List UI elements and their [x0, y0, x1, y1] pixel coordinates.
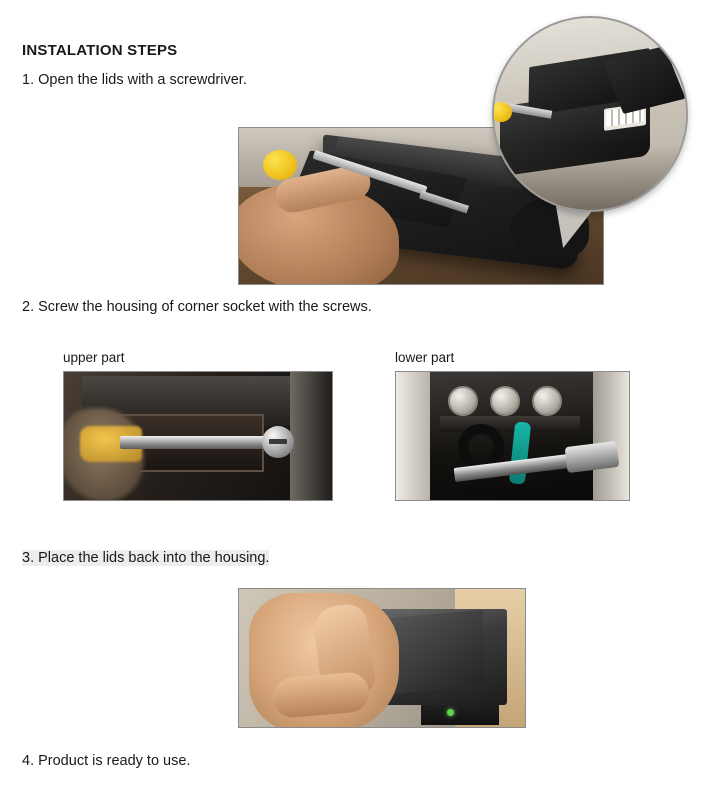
zoom-shadow — [494, 145, 686, 210]
photo-place-lid-back — [238, 588, 526, 728]
step-2-text: 2. Screw the housing of corner socket with the screws. — [22, 299, 372, 315]
zoom-callout-lid-detail — [492, 16, 688, 212]
fig2a-screwdriver-shaft — [120, 436, 280, 449]
caption-upper-part: upper part — [63, 350, 125, 365]
fig3-led-indicator — [447, 709, 454, 716]
step-4-text: 4. Product is ready to use. — [22, 753, 191, 769]
fig2b-terminal-3 — [532, 386, 562, 416]
fig2a-right-edge — [290, 372, 333, 501]
caption-lower-part: lower part — [395, 350, 455, 365]
fig2b-terminal-2 — [490, 386, 520, 416]
fig2a-screw-head — [262, 426, 294, 458]
photo-screw-upper-part — [63, 371, 333, 501]
page-title: INSTALATION STEPS — [22, 42, 178, 59]
step-1-text: 1. Open the lids with a screwdriver. — [22, 72, 247, 88]
fig2b-left-wall — [396, 372, 430, 501]
fig2b-right-wall — [593, 372, 629, 501]
fig2b-terminal-1 — [448, 386, 478, 416]
fig1-screwdriver-handle — [263, 150, 297, 180]
photo-screw-lower-part — [395, 371, 630, 501]
step-3-text — [22, 550, 269, 566]
fig2b-busbar — [440, 416, 580, 432]
step-3-label: 3. Place the lids back into the housing. — [22, 550, 270, 566]
